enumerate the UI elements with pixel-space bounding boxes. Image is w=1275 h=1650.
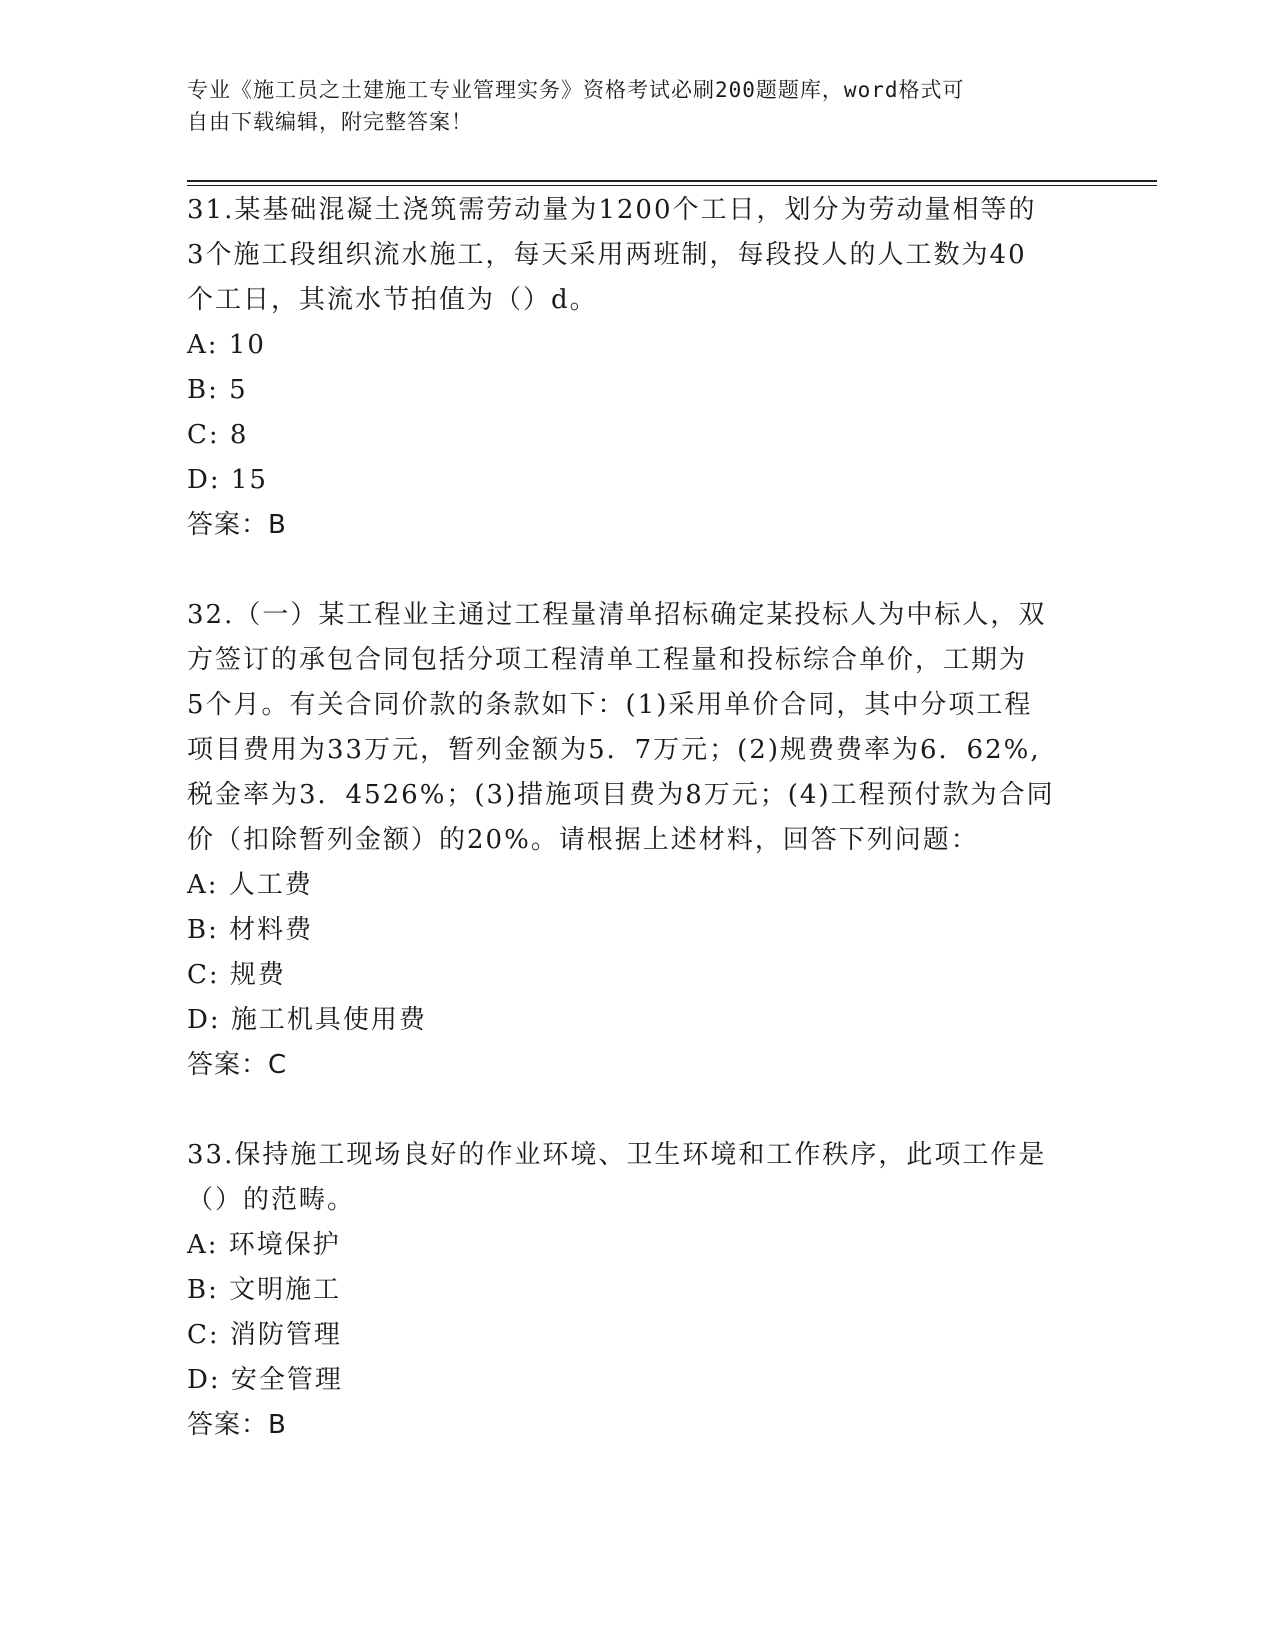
option-d: D: 15: [187, 465, 268, 495]
question-stem-line: 31.某基础混凝土浇筑需劳动量为1200个工日，划分为劳动量相等的: [187, 195, 1037, 225]
header-line-2: 自由下载编辑，附完整答案！: [187, 110, 473, 134]
option-b: B: 材料费: [187, 915, 314, 945]
question-list: [187, 188, 1087, 1448]
question-stem-line: 3个施工段组织流水施工，每天采用两班制，每段投人的人工数为40: [187, 240, 1027, 270]
question-33: [187, 1133, 1087, 1448]
page-header: [187, 74, 1087, 138]
question-spacer: [187, 1088, 1087, 1133]
question-stem-line: 33.保持施工现场良好的作业环境、卫生环境和工作秩序，此项工作是: [187, 1140, 1047, 1170]
question-stem-line: 5个月。有关合同价款的条款如下：(1)采用单价合同，其中分项工程: [187, 690, 1033, 720]
answer-label: 答案：C: [187, 1050, 288, 1080]
question-stem-line: （）的范畴。: [187, 1185, 356, 1215]
question-stem-line: 价（扣除暂列金额）的20%。请根据上述材料，回答下列问题：: [187, 825, 979, 855]
question-32: [187, 593, 1087, 1088]
option-a: A: 10: [187, 330, 266, 360]
question-stem-line: 方签订的承包合同包括分项工程清单工程量和投标综合单价，工期为: [187, 645, 1028, 675]
header-divider: [187, 180, 1157, 182]
question-stem-line: 税金率为3．4526%；(3)措施项目费为8万元；(4)工程预付款为合同: [187, 780, 1055, 810]
answer-label: 答案：B: [187, 510, 287, 540]
option-d: D: 安全管理: [187, 1365, 343, 1395]
question-stem-line: 项目费用为33万元，暂列金额为5．7万元；(2)规费费率为6．62%,: [187, 735, 1041, 765]
option-d: D: 施工机具使用费: [187, 1005, 427, 1035]
question-spacer: [187, 548, 1087, 593]
option-b: B: 5: [187, 375, 248, 405]
option-a: A: 环境保护: [187, 1230, 341, 1260]
question-stem-line: 个工日，其流水节拍值为（）d。: [187, 285, 598, 315]
option-c: C: 8: [187, 420, 249, 450]
option-b: B: 文明施工: [187, 1275, 342, 1305]
header-line-1: 专业《施工员之土建施工专业管理实务》资格考试必刷200题题库，word格式可: [187, 78, 965, 102]
option-c: C: 规费: [187, 960, 286, 990]
header-divider-thin: [187, 185, 1157, 186]
question-stem-line: 32.（一）某工程业主通过工程量清单招标确定某投标人为中标人，双: [187, 600, 1047, 630]
option-c: C: 消防管理: [187, 1320, 342, 1350]
question-31: [187, 188, 1087, 548]
option-a: A: 人工费: [187, 870, 313, 900]
answer-label: 答案：B: [187, 1410, 287, 1440]
